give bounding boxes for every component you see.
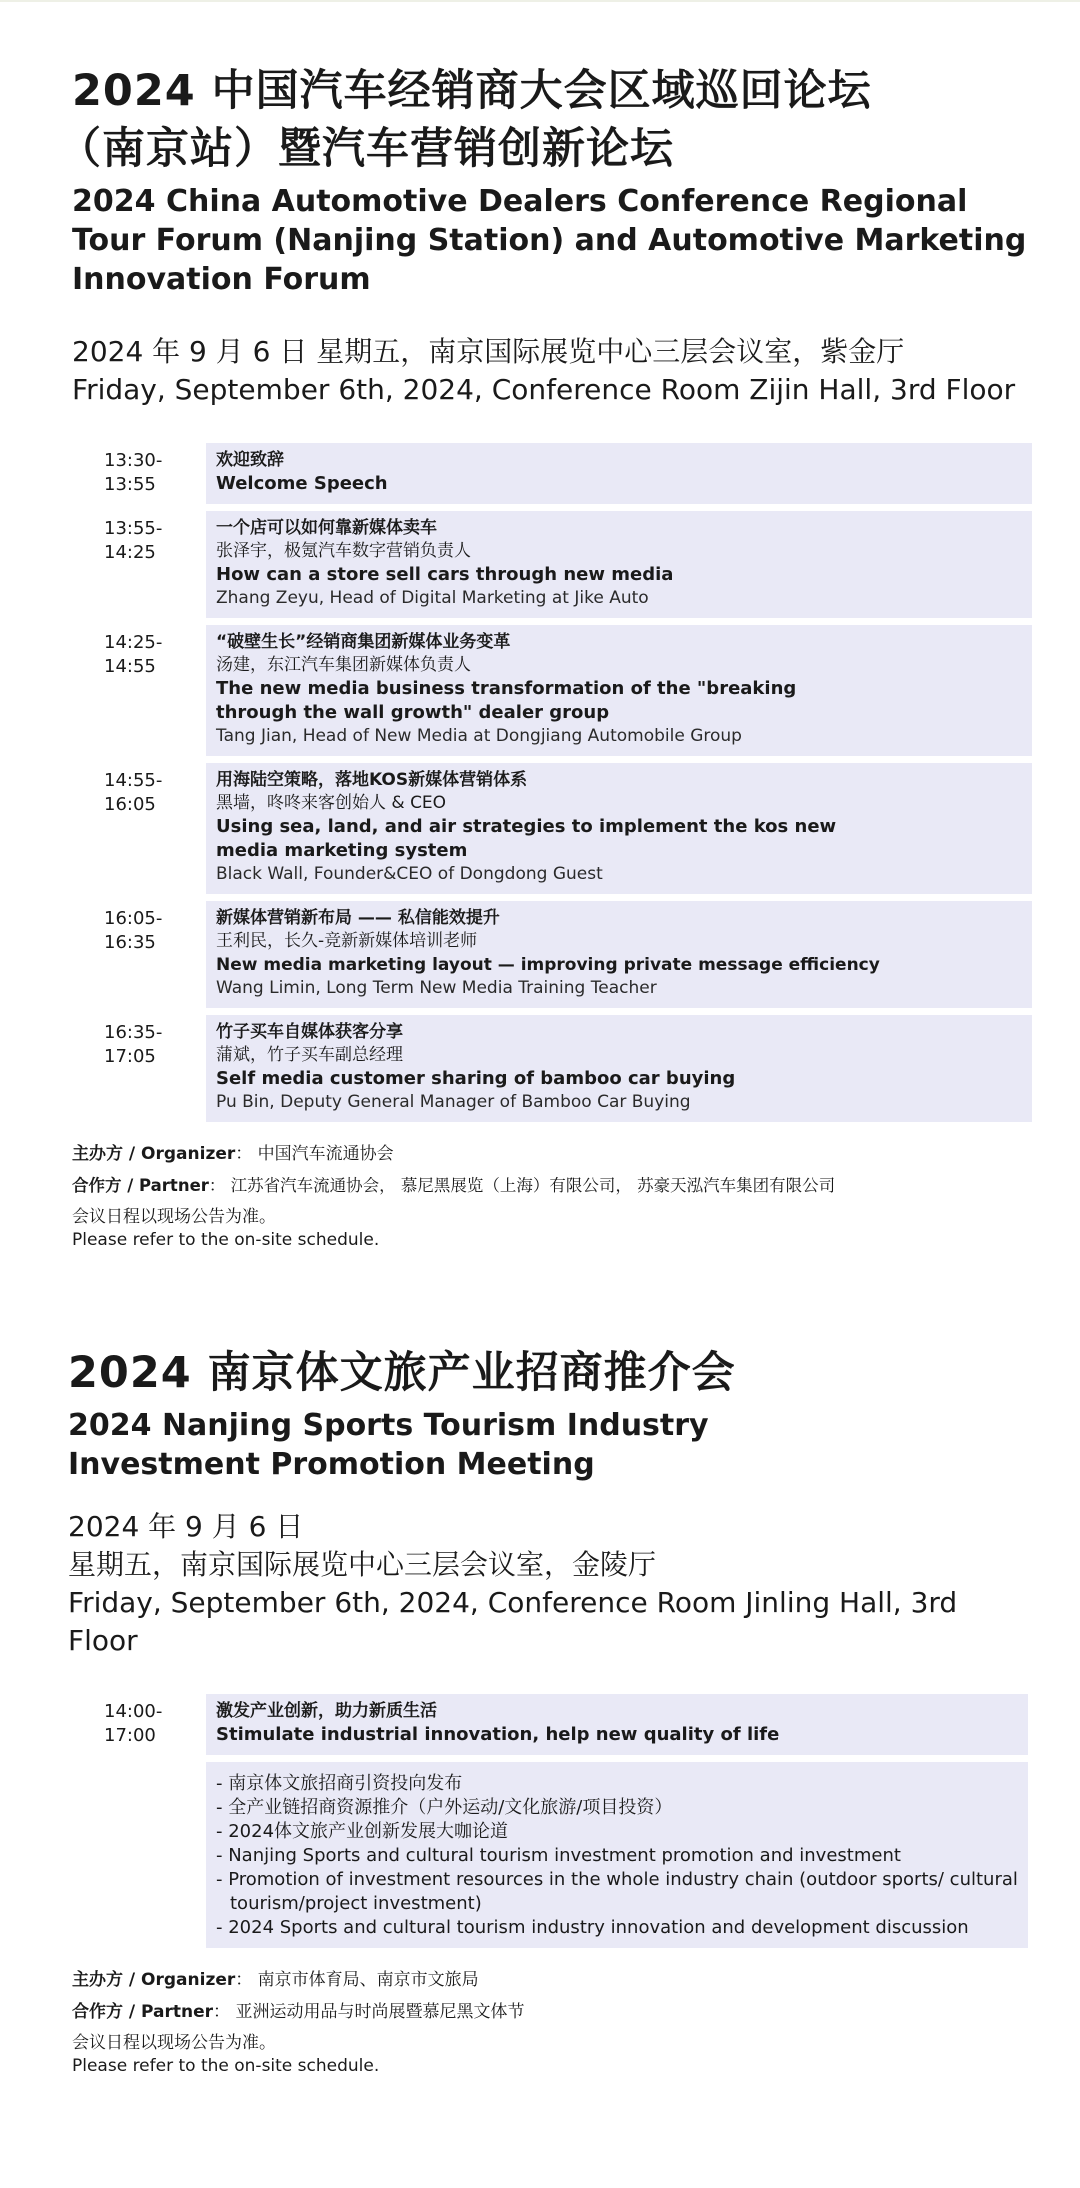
note-cn: 会议日程以现场公告为准。 <box>72 1207 276 1227</box>
forum1-title-cn <box>58 62 1032 178</box>
agenda-speaker-cn: 黑墙，咚咚来客创始人 & CEO <box>216 793 447 813</box>
agenda-title-cn: 竹子买车自媒体获客分享 <box>216 1022 403 1042</box>
agenda-time <box>72 625 190 756</box>
agenda-speaker-cn: 蒲斌，竹子买车副总经理 <box>216 1045 403 1065</box>
agenda-title-cn: 激发产业创新，助力新质生活 <box>216 1701 437 1721</box>
agenda-time <box>72 511 190 618</box>
agenda-card <box>206 625 1032 756</box>
agenda-time-start: 16:05- <box>104 908 163 929</box>
forum-section-2 <box>68 1344 1028 2078</box>
agenda-time <box>72 1015 190 1122</box>
agenda-time <box>68 1694 190 1755</box>
agenda-time-end: 17:05 <box>104 1046 156 1067</box>
organizer-label: 主办方 / Organizer <box>72 1970 236 1990</box>
forum1-organizer-line <box>72 1138 1032 1170</box>
agenda-speaker-cn: 张泽宇，极氪汽车数字营销负责人 <box>216 541 471 561</box>
agenda-speaker-en: Tang Jian, Head of New Media at Dongjiang Automobile Group <box>216 726 742 746</box>
agenda-title-en: Welcome Speech <box>216 473 388 494</box>
agenda-speaker-cn: 王利民，长久-竞新新媒体培训老师 <box>216 931 478 951</box>
agenda-title-en: How can a store sell cars through new media <box>216 564 674 585</box>
top-divider <box>0 0 1080 2</box>
bullet-item: - 南京体文旅招商引资投向发布 <box>216 1773 463 1794</box>
agenda-card <box>206 443 1032 504</box>
agenda-speaker-en: Black Wall, Founder&CEO of Dongdong Guest <box>216 864 603 884</box>
forum2-organizers <box>72 1964 1028 2028</box>
agenda-speaker-cn: 汤建，东江汽车集团新媒体负责人 <box>216 655 471 675</box>
note-en: Please refer to the on-site schedule. <box>72 1230 380 1250</box>
agenda-time <box>72 443 190 504</box>
forum2-date-cn-2: 星期五，南京国际展览中心三层会议室，金陵厅 <box>68 1548 657 1581</box>
agenda-time <box>72 763 190 894</box>
bullet-item: - 2024体文旅产业创新发展大咖论道 <box>216 1821 509 1842</box>
agenda-title-en: The new media business transformation of the "breaking through the wall growth" dealer group <box>216 678 797 723</box>
agenda-title-en: Self media customer sharing of bamboo car buying <box>216 1068 736 1089</box>
agenda-title-en: New media marketing layout — improving private message efficiency <box>216 955 880 975</box>
agenda-time-start: 14:55- <box>104 770 163 791</box>
forum2-note <box>72 2032 1028 2078</box>
agenda-time-empty <box>68 1762 190 1948</box>
agenda-time-start: 16:35- <box>104 1022 163 1043</box>
agenda-card <box>206 1015 1032 1122</box>
note-cn: 会议日程以现场公告为准。 <box>72 2033 276 2053</box>
agenda-time-end: 14:25 <box>104 542 156 563</box>
agenda-time-end: 14:55 <box>104 656 156 677</box>
forum-section-1 <box>58 62 1032 1252</box>
forum1-partner-line <box>72 1170 1032 1202</box>
agenda-card <box>206 901 1032 1008</box>
agenda-time-start: 14:00- <box>104 1701 163 1722</box>
bullet-item: - Promotion of investment resources in the whole industry chain (outdoor sports/ cultural tourism/project investment) <box>216 1869 1018 1914</box>
partner-label: 合作方 / Partner <box>72 1176 209 1195</box>
agenda-time-start: 13:30- <box>104 450 163 471</box>
agenda-time-start: 14:25- <box>104 632 163 653</box>
organizer-value: ： 中国汽车流通协会 <box>235 1144 394 1164</box>
bullet-item: - Nanjing Sports and cultural tourism investment promotion and investment <box>216 1845 901 1866</box>
agenda-row <box>68 1762 1028 1948</box>
forum1-title-en: 2024 China Automotive Dealers Conference Regional Tour Forum (Nanjing Station) and Automotive Marketing Innovation Forum <box>72 184 1027 297</box>
agenda-title-cn: 欢迎致辞 <box>216 450 284 470</box>
forum1-title-cn-line1: 2024 中国汽车经销商大会区域巡回论坛 <box>72 66 872 116</box>
agenda-time-end: 16:35 <box>104 932 156 953</box>
organizer-value: ： 南京市体育局、南京市文旅局 <box>235 1970 479 1990</box>
agenda-card <box>206 1694 1028 1755</box>
agenda-title-cn: “破壁生长”经销商集团新媒体业务变革 <box>216 632 511 652</box>
agenda-time <box>72 901 190 1008</box>
agenda-row <box>72 625 1032 756</box>
bullet-item: - 2024 Sports and cultural tourism industry innovation and development discussion <box>216 1917 969 1938</box>
agenda-speaker-en: Wang Limin, Long Term New Media Training Teacher <box>216 978 657 998</box>
partner-value: ： 亚洲运动用品与时尚展暨慕尼黑文体节 <box>213 2002 525 2022</box>
agenda-row <box>72 443 1032 504</box>
agenda-row <box>72 763 1032 894</box>
partner-value: ： 江苏省汽车流通协会， 慕尼黑展览（上海）有限公司， 苏豪天泓汽车集团有限公司 <box>208 1176 836 1195</box>
forum2-title-cn: 2024 南京体文旅产业招商推介会 <box>68 1348 736 1398</box>
forum1-agenda <box>72 443 1032 1122</box>
forum2-date-cn-1: 2024 年 9 月 6 日 <box>68 1510 304 1543</box>
forum1-title-cn-line2: （南京站）暨汽车营销创新论坛 <box>58 124 674 174</box>
agenda-title-cn: 用海陆空策略，落地KOS新媒体营销体系 <box>216 770 528 790</box>
agenda-time-end: 16:05 <box>104 794 156 815</box>
forum1-organizers <box>72 1138 1032 1202</box>
forum2-title-en: 2024 Nanjing Sports Tourism Industry Investment Promotion Meeting <box>68 1408 709 1482</box>
forum2-organizer-line <box>72 1964 1028 1996</box>
agenda-row <box>68 1694 1028 1755</box>
agenda-title-en: Using sea, land, and air strategies to implement the kos new media marketing system <box>216 816 837 861</box>
forum1-note <box>72 1206 1032 1252</box>
agenda-time-start: 13:55- <box>104 518 163 539</box>
forum1-date-cn: 2024 年 9 月 6 日 星期五，南京国际展览中心三层会议室，紫金厅 <box>72 335 905 368</box>
agenda-title-cn: 新媒体营销新布局 —— 私信能效提升 <box>216 908 500 928</box>
agenda-row <box>72 1015 1032 1122</box>
agenda-bullet-list <box>216 1772 1018 1940</box>
forum1-date-en: Friday, September 6th, 2024, Conference Room Zijin Hall, 3rd Floor <box>72 373 1016 406</box>
agenda-card <box>206 763 1032 894</box>
note-en: Please refer to the on-site schedule. <box>72 2056 380 2076</box>
agenda-row <box>72 511 1032 618</box>
agenda-speaker-en: Pu Bin, Deputy General Manager of Bamboo Car Buying <box>216 1092 691 1112</box>
organizer-label: 主办方 / Organizer <box>72 1144 236 1164</box>
forum2-date-en: Friday, September 6th, 2024, Conference Room Jinling Hall, 3rd Floor <box>68 1586 958 1657</box>
agenda-row <box>72 901 1032 1008</box>
bullet-item: - 全产业链招商资源推介（户外运动/文化旅游/项目投资） <box>216 1797 673 1818</box>
forum2-agenda <box>68 1694 1028 1948</box>
agenda-card <box>206 511 1032 618</box>
agenda-bullets-card <box>206 1762 1028 1948</box>
forum2-partner-line <box>72 1996 1028 2028</box>
agenda-title-cn: 一个店可以如何靠新媒体卖车 <box>216 518 437 538</box>
agenda-title-en: Stimulate industrial innovation, help new quality of life <box>216 1724 780 1745</box>
agenda-time-end: 17:00 <box>104 1725 156 1746</box>
agenda-speaker-en: Zhang Zeyu, Head of Digital Marketing at Jike Auto <box>216 588 649 608</box>
agenda-time-end: 13:55 <box>104 474 156 495</box>
partner-label: 合作方 / Partner <box>72 2002 214 2022</box>
